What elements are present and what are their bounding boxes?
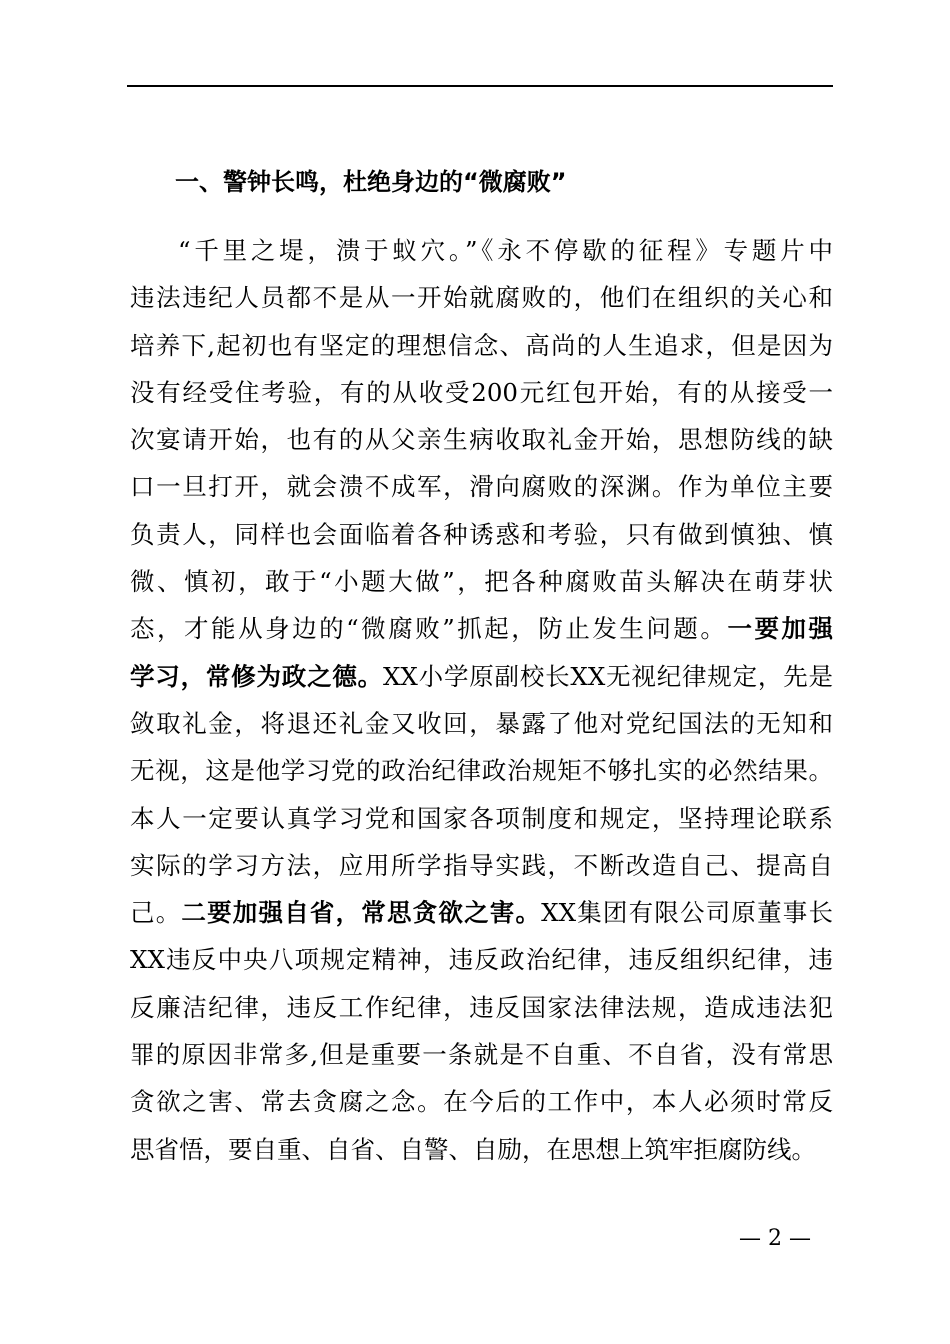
text-run: 罪的原因非常多,但是重要一条就是不自重、不自省，没有常思 — [130, 1040, 833, 1070]
text-run: 思省悟，要自重、自省、自警、自励，在思想上筑牢拒腐防线。 — [130, 1134, 816, 1164]
text-run: 态，才能从身边的“微腐败”抓起，防止发生问题。 — [130, 614, 728, 644]
section-heading: 一、警钟长鸣，杜绝身边的“微腐败” — [175, 168, 567, 196]
body-line — [130, 653, 833, 700]
bold-phrase: 学习，常修为政之德。 — [130, 661, 383, 691]
body-line — [130, 700, 833, 747]
text-run: 贪欲之害、常去贪腐之念。在今后的工作中，本人必须时常反 — [130, 1087, 833, 1117]
text-run: 违法违纪人员都不是从一开始就腐败的，他们在组织的关心和 — [130, 283, 833, 313]
body-line — [130, 1031, 833, 1078]
text-run: 反廉洁纪律，违反工作纪律，违反国家法律法规，造成违法犯 — [130, 992, 833, 1022]
body-line — [130, 605, 833, 652]
text-run: 敛取礼金，将退还礼金又收回，暴露了他对党纪国法的无知和 — [130, 708, 833, 738]
body-line — [130, 936, 833, 983]
text-run: 负责人，同样也会面临着各种诱惑和考验，只有做到慎独、慎 — [130, 519, 833, 549]
text-run: 没有经受住考验，有的从收受200元红包开始，有的从接受一 — [130, 377, 833, 407]
body-line — [130, 511, 833, 558]
body-line — [130, 274, 833, 321]
body-line — [130, 795, 833, 842]
text-run: “千里之堤，溃于蚁穴。”《永不停歇的征程》专题片中 — [178, 236, 833, 265]
text-run: 无视，这是他学习党的政治纪律政治规矩不够扎实的必然结果。 — [130, 756, 833, 786]
body-line — [130, 1126, 833, 1173]
body-line — [130, 369, 833, 416]
body-line — [130, 322, 833, 369]
text-run: 微、慎初，敢于“小题大做”，把各种腐败苗头解决在萌芽状 — [130, 567, 833, 597]
body-line — [130, 463, 833, 510]
body-text — [130, 227, 833, 1173]
text-run: 口一旦打开，就会溃不成军，滑向腐败的深渊。作为单位主要 — [130, 472, 833, 502]
body-line — [130, 558, 833, 605]
text-run: XX集团有限公司原董事长 — [541, 898, 833, 928]
body-line — [130, 1078, 833, 1125]
page-number: — 2 — — [739, 1226, 811, 1251]
body-line — [130, 747, 833, 794]
text-run: 实际的学习方法，应用所学指导实践，不断改造自己、提高自 — [130, 850, 833, 880]
body-line — [130, 227, 833, 274]
text-run: XX违反中央八项规定精神，违反政治纪律，违反组织纪律，违 — [130, 945, 833, 975]
bold-phrase: 二要加强自省，常思贪欲之害。 — [181, 898, 542, 928]
body-line — [130, 416, 833, 463]
text-run: 本人一定要认真学习党和国家各项制度和规定，坚持理论联系 — [130, 803, 833, 833]
text-run: XX小学原副校长XX无视纪律规定，先是 — [382, 661, 833, 691]
body-line — [130, 984, 833, 1031]
text-run: 培养下,起初也有坚定的理想信念、高尚的人生追求，但是因为 — [130, 330, 833, 360]
bold-phrase: 一要加强 — [727, 614, 833, 644]
text-run: 己。 — [130, 898, 182, 928]
body-line — [130, 842, 833, 889]
text-run: 次宴请开始，也有的从父亲生病收取礼金开始，思想防线的缺 — [130, 425, 833, 455]
body-line — [130, 889, 833, 936]
header-rule — [127, 85, 833, 87]
